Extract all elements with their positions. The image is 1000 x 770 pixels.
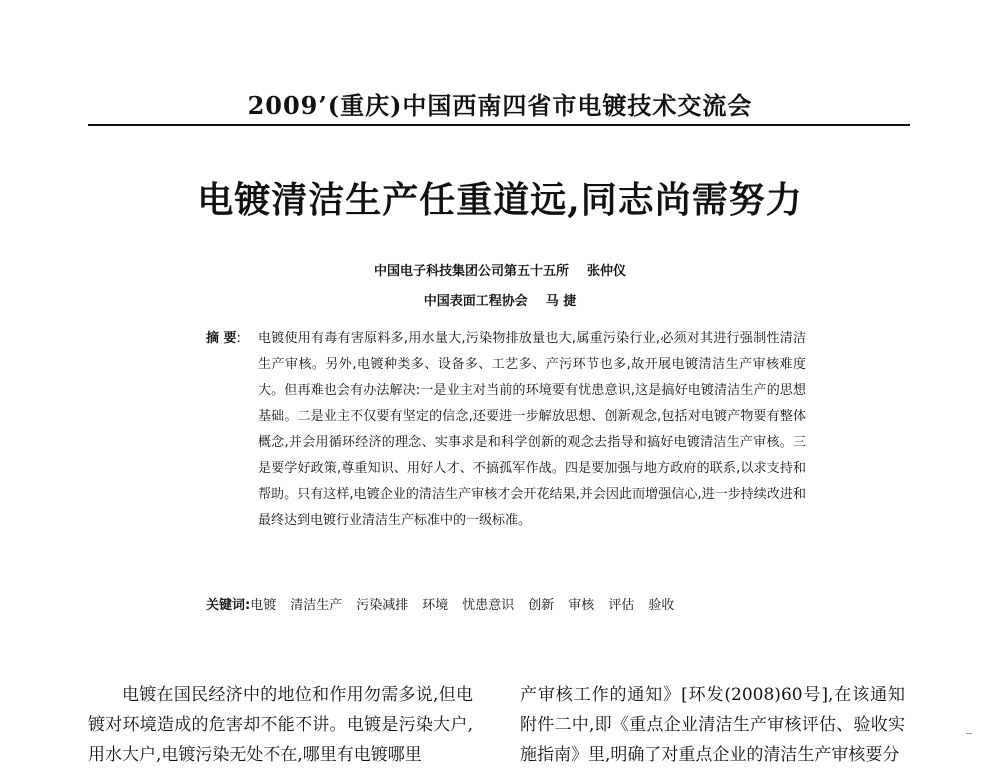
- header-rule: [88, 124, 910, 126]
- abstract: [206, 326, 806, 534]
- abstract-label-text: 摘 要: [206, 331, 237, 346]
- abstract-separator: :: [236, 331, 241, 346]
- author-name: 张仲仪: [587, 264, 627, 279]
- keyword: 创新: [528, 598, 555, 613]
- keyword: 验收: [648, 598, 675, 613]
- keyword: 环境: [422, 598, 449, 613]
- running-header: 2009’(重庆)中国西南四省市电镀技术交流会: [247, 91, 753, 120]
- keyword: 电镀: [250, 598, 277, 613]
- paper-title: 电镀清洁生产任重道远,同志尚需努力: [197, 179, 803, 221]
- keywords-label: 关键词:: [206, 598, 251, 613]
- author-name: 马 捷: [545, 294, 577, 309]
- abstract-label: [206, 326, 241, 352]
- body-paragraph: 电镀在国民经济中的地位和作用勿需多说,但电镀对环境造成的危害却不能不讲。电镀是污染大户,用水大户,电镀污染无处不在,哪里有电镀哪里: [88, 685, 473, 765]
- keyword: 评估: [608, 598, 635, 613]
- keyword: 清洁生产: [290, 598, 343, 613]
- author-affiliation: 中国表面工程协会: [423, 294, 528, 309]
- author-line-1: [0, 260, 1000, 279]
- author-line-2: [0, 290, 1000, 309]
- keyword: 忧患意识: [462, 598, 515, 613]
- keyword: 审核: [568, 598, 595, 613]
- body-column-right: [520, 680, 905, 770]
- body-column-left: [88, 680, 473, 770]
- abstract-text: 电镀使用有毒有害原料多,用水量大,污染物排放量也大,属重污染行业,必须对其进行强制性清洁生产审核。另外,电镀种类多、设备多、工艺多、产污环节也多,故开展电镀清洁生产审核难度大。但再难也会有办法解决:一是业主对当前的环境要有忧患意识,这是搞好电镀清洁生产的思想基础。二是业主不仅要有坚定的信念,还要进一步解放思想、创新观念,包括对电镀产物要有整体概念,并会用循环经济的理念、实事求是和科学创新的观念去指导和搞好电镀清洁生产审核。三是要学好政策,尊重知识、用好人才、不搞孤军作战。四是要加强与地方政府的联系,以求支持和帮助。只有这样,电镀企业的清洁生产审核才会开花结果,并会因此而增强信心,进一步持续改进和最终达到电镀行业清洁生产标准中的一级标准。: [258, 331, 806, 528]
- body-paragraph: 产审核工作的通知》[环发(2008)60号],在该通知附件二中,即《重点企业清洁生产审核评估、验收实施指南》里,明确了对重点企业的清洁生产审核要分: [520, 685, 905, 765]
- keyword: 污染减排: [356, 598, 409, 613]
- author-affiliation: 中国电子科技集团公司第五十五所: [373, 264, 569, 279]
- scan-mark: [966, 733, 972, 734]
- keywords: [206, 594, 688, 613]
